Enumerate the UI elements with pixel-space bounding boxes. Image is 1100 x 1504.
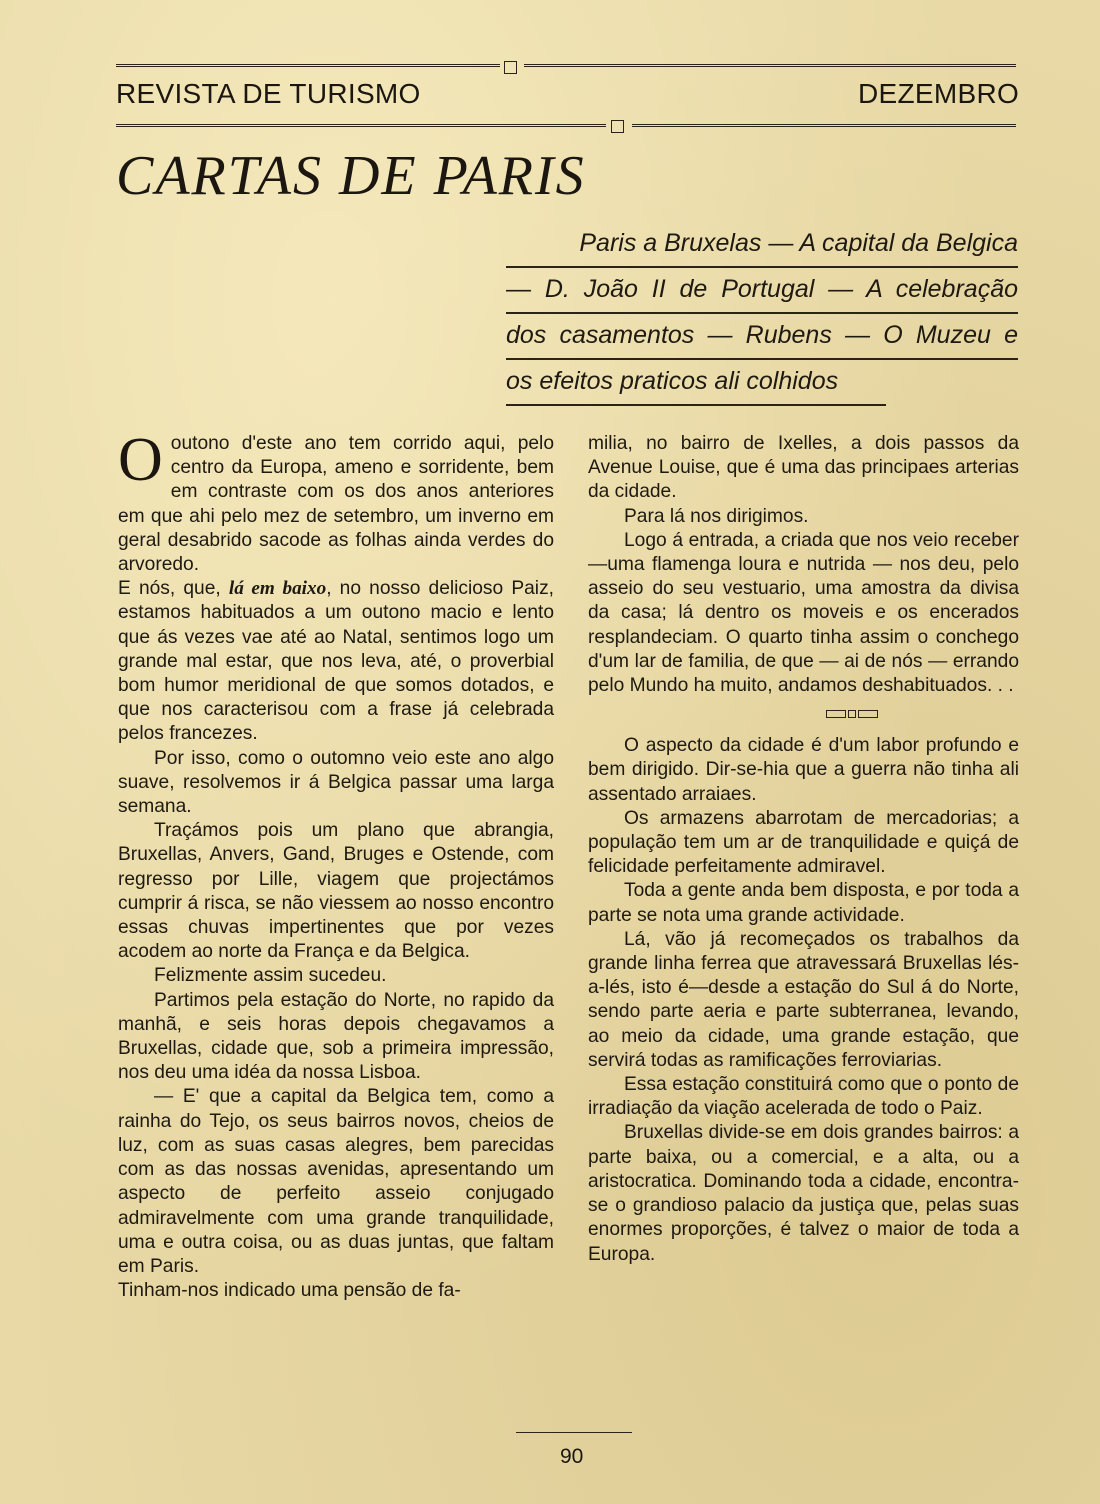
page-number: 90	[560, 1445, 584, 1468]
paragraph: Bruxellas divide-se em dois grandes bairros: a parte baixa, ou a comercial, e a alta, ou a aristocratica. Dominando toda a cidade, encontra-se o grandioso palacio da justiça que, pelas suas enormes proporções, é talvez o maior de toda a Europa.	[588, 1122, 1019, 1265]
drop-cap: O	[118, 426, 163, 494]
header-top-rule-ornament	[504, 61, 517, 74]
article-summary	[506, 222, 1018, 406]
paragraph: Toda a gente anda bem disposta, e por toda a parte se nota uma grande actividade.	[588, 880, 1019, 926]
header-top-rule	[116, 64, 500, 67]
paragraph: Lá, vão já recomeçados os trabalhos da grande linha ferrea que atravessará Bruxellas lés-a-lés, isto é—desde a estação do Sul á do Norte, sendo parte aeria e parte subterranea, levando, ao meio da cidade, uma grande estação, que servirá todas as ramificações ferroviarias.	[588, 928, 1019, 1071]
section-divider-ornament	[588, 698, 1019, 734]
paragraph: — E' que a capital da Belgica tem, como a rainha do Tejo, os seus bairros novos, cheios de luz, com as suas casas alegres, bem parecidas com as das nossas avenidas, apresentando um aspecto de perfeito asseio conjugado admiravelmente com uma grande tranquilidade, uma e outra coisa, ou as duas juntas, que faltam em Paris.	[118, 1086, 554, 1277]
paragraph: Tinham-nos indicado uma pensão de fa-	[118, 1280, 461, 1302]
divider-segment	[848, 710, 856, 718]
summary-line: os efeitos praticos ali colhidos	[506, 360, 886, 406]
footer-rule	[516, 1432, 632, 1433]
paragraph: Essa estação constituirá como que o ponto de irradiação da viação acelerada de todo o Paiz.	[588, 1074, 1019, 1120]
summary-line: dos casamentos — Rubens — O Muzeu e	[506, 314, 1018, 360]
paragraph: milia, no bairro de Ixelles, a dois passos da Avenue Louise, que é uma das principaes arterias da cidade.	[588, 433, 1019, 503]
divider-segment	[858, 710, 878, 718]
header-bottom-rule	[632, 124, 1016, 127]
paragraph: O aspecto da cidade é d'um labor profundo e bem dirigido. Dir-se-hia que a guerra não tinha ali assentado arraiaes.	[588, 735, 1019, 805]
article-column-left	[118, 426, 554, 1303]
article-column-right	[588, 432, 1019, 1267]
summary-line: Paris a Bruxelas — A capital da Belgica	[506, 222, 1018, 268]
header-bottom-rule-ornament	[611, 120, 624, 133]
paragraph: Felizmente assim sucedeu.	[154, 965, 387, 987]
article-title: CARTAS DE PARIS	[116, 145, 586, 207]
magazine-name: REVISTA DE TURISMO	[116, 78, 421, 109]
paragraph: Ooutono d'este ano tem corrido aqui, pelo centro da Europa, ameno e sorridente, bem em contraste com os dos anos anteriores em que ahi pelo mez de setembro, um inverno em geral desabrido sacode as folhas ainda verdes do arvoredo.	[118, 426, 554, 576]
header-bottom-rule	[116, 124, 606, 127]
paragraph: Traçámos pois um plano que abrangia, Bruxellas, Anvers, Gand, Bruges e Ostende, com regresso por Lille, viagem que projectámos cumprir á risca, se não viessem ao nosso encontro essas chuvas impertinentes que por vezes acodem ao norte da França e da Belgica.	[118, 820, 554, 963]
issue-month: DEZEMBRO	[858, 78, 1020, 109]
header-top-rule	[524, 64, 1016, 67]
paragraph: Para lá nos dirigimos.	[624, 505, 809, 527]
summary-line: — D. João II de Portugal — A celebração	[506, 268, 1018, 314]
paragraph: Os armazens abarrotam de mercadorias; a população tem um ar de tranquilidade e quiçá de felicidade perfeitamente admiravel.	[588, 807, 1019, 878]
paragraph: Partimos pela estação do Norte, no rapido da manhã, e seis horas depois chegavamos a Bruxellas, cidade que, sob a primeira impressão, nos deu uma idéa da nossa Lisboa.	[118, 989, 554, 1084]
paragraph: Por isso, como o outomno veio este ano algo suave, resolvemos ir á Belgica passar uma larga semana.	[118, 747, 554, 818]
paragraph: E nós, que, lá em baixo, no nosso delicioso Paiz, estamos habituados a um outono macio e lento que ás vezes vae até ao Natal, sentimos logo um grande mal estar, que nos leva, até, o proverbial bom humor meridional de que somos dotados, e que nos caracterisou com a frase já celebrada pelos francezes.	[118, 578, 554, 745]
emphasis: lá em baixo	[228, 578, 327, 600]
paragraph: Logo á entrada, a criada que nos veio receber—uma flamenga loura e nutrida — nos deu, pelo asseio do seu vestuario, uma amostra da divisa da casa; lá dentro os moveis e os encerados resplandeciam. O quarto tinha assim o conchego d'um lar de familia, de que — ai de nós — errando pelo Mundo ha muito, andamos deshabituados. . .	[588, 529, 1019, 697]
divider-segment	[826, 710, 846, 718]
